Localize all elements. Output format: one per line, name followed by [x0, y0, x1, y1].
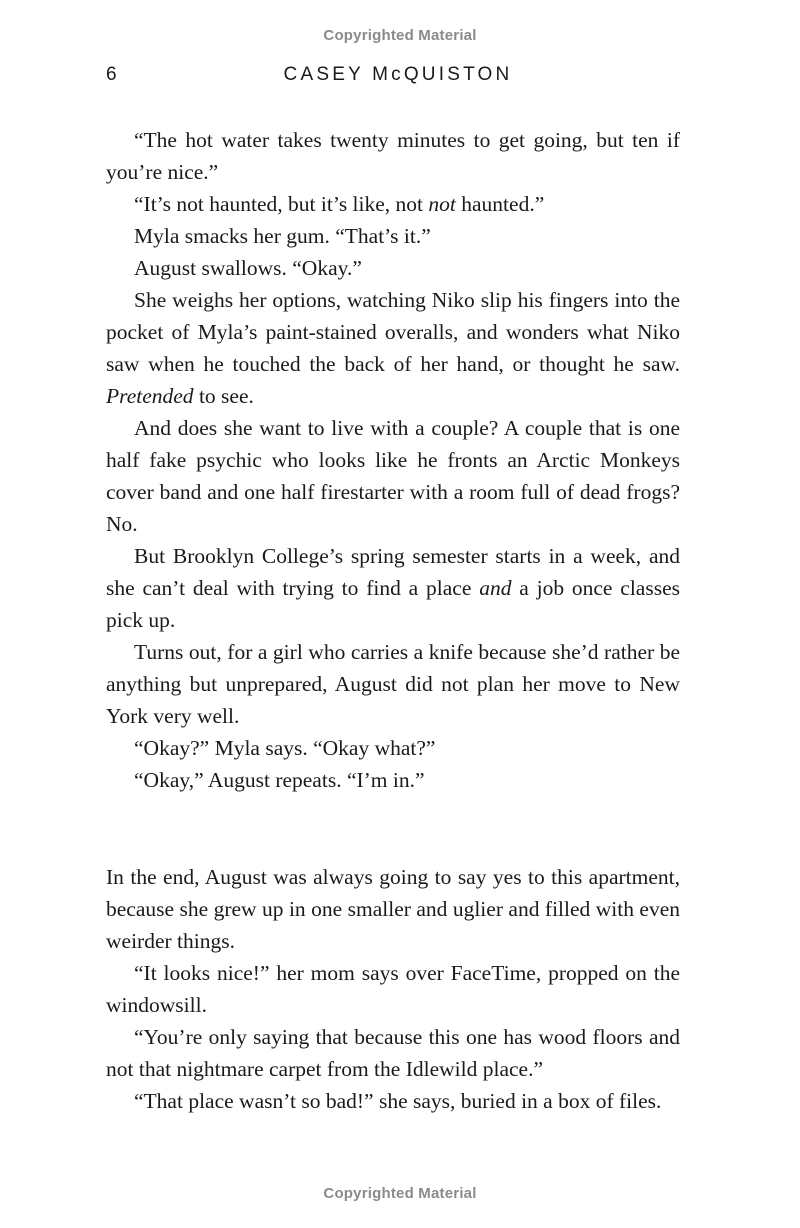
body-text-section-1 [106, 124, 680, 796]
paragraph [106, 764, 680, 796]
text-run: “You’re only saying that because this one has wood floors and not that nightmare carpet from the Idlewild place.” [106, 1025, 680, 1081]
text-run: She weighs her options, watching Niko slip his fingers into the pocket of Myla’s paint-stained overalls, and wonders what Niko saw when he touched the back of her hand, or thought he saw. [106, 288, 680, 376]
paragraph [106, 252, 680, 284]
text-run: to see. [193, 384, 254, 408]
italic-text: not [428, 192, 456, 216]
text-run: a job once classes pick up. [106, 576, 680, 632]
text-run: Turns out, for a girl who carries a knife because she’d rather be anything but unprepared, August did not plan her move to New York very well. [106, 640, 680, 728]
paragraph [106, 540, 680, 636]
text-run: “Okay,” August repeats. “I’m in.” [134, 768, 425, 792]
copyright-watermark-bottom: Copyrighted Material [323, 1185, 477, 1202]
paragraph [106, 636, 680, 732]
paragraph [106, 1085, 680, 1117]
text-run: But Brooklyn College’s spring semester starts in a week, and she can’t deal with trying to find a place [106, 544, 680, 600]
paragraph [106, 1021, 680, 1085]
text-run: And does she want to live with a couple? A couple that is one half fake psychic who looks like he fronts an Arctic Monkeys cover band and one half firestarter with a room full of dead frogs? No. [106, 416, 680, 536]
running-head [106, 64, 680, 92]
paragraph [106, 412, 680, 540]
body-text-section-2 [106, 861, 680, 1117]
text-run: “That place wasn’t so bad!” she says, buried in a box of files. [134, 1089, 662, 1113]
paragraph [106, 861, 680, 957]
text-run: In the end, August was always going to say yes to this apartment, because she grew up in one smaller and uglier and filled with even weirder things. [106, 865, 680, 953]
text-run: “The hot water takes twenty minutes to get going, but ten if you’re nice.” [106, 128, 680, 184]
italic-text: Pretended [106, 384, 194, 408]
text-run: August swallows. “Okay.” [134, 256, 362, 280]
paragraph [106, 957, 680, 1021]
copyright-watermark-top: Copyrighted Material [323, 27, 477, 44]
page-number: 6 [106, 64, 118, 85]
text-run: “Okay?” Myla says. “Okay what?” [134, 736, 436, 760]
text-run: “It looks nice!” her mom says over FaceTime, propped on the windowsill. [106, 961, 680, 1017]
paragraph [106, 124, 680, 188]
text-run: Myla smacks her gum. “That’s it.” [134, 224, 431, 248]
paragraph [106, 220, 680, 252]
paragraph [106, 732, 680, 764]
italic-text: and [479, 576, 512, 600]
text-run: “It’s not haunted, but it’s like, not [134, 192, 429, 216]
paragraph [106, 284, 680, 412]
book-author: CASEY McQUISTON [283, 64, 513, 85]
paragraph [106, 188, 680, 220]
text-run: haunted.” [455, 192, 545, 216]
